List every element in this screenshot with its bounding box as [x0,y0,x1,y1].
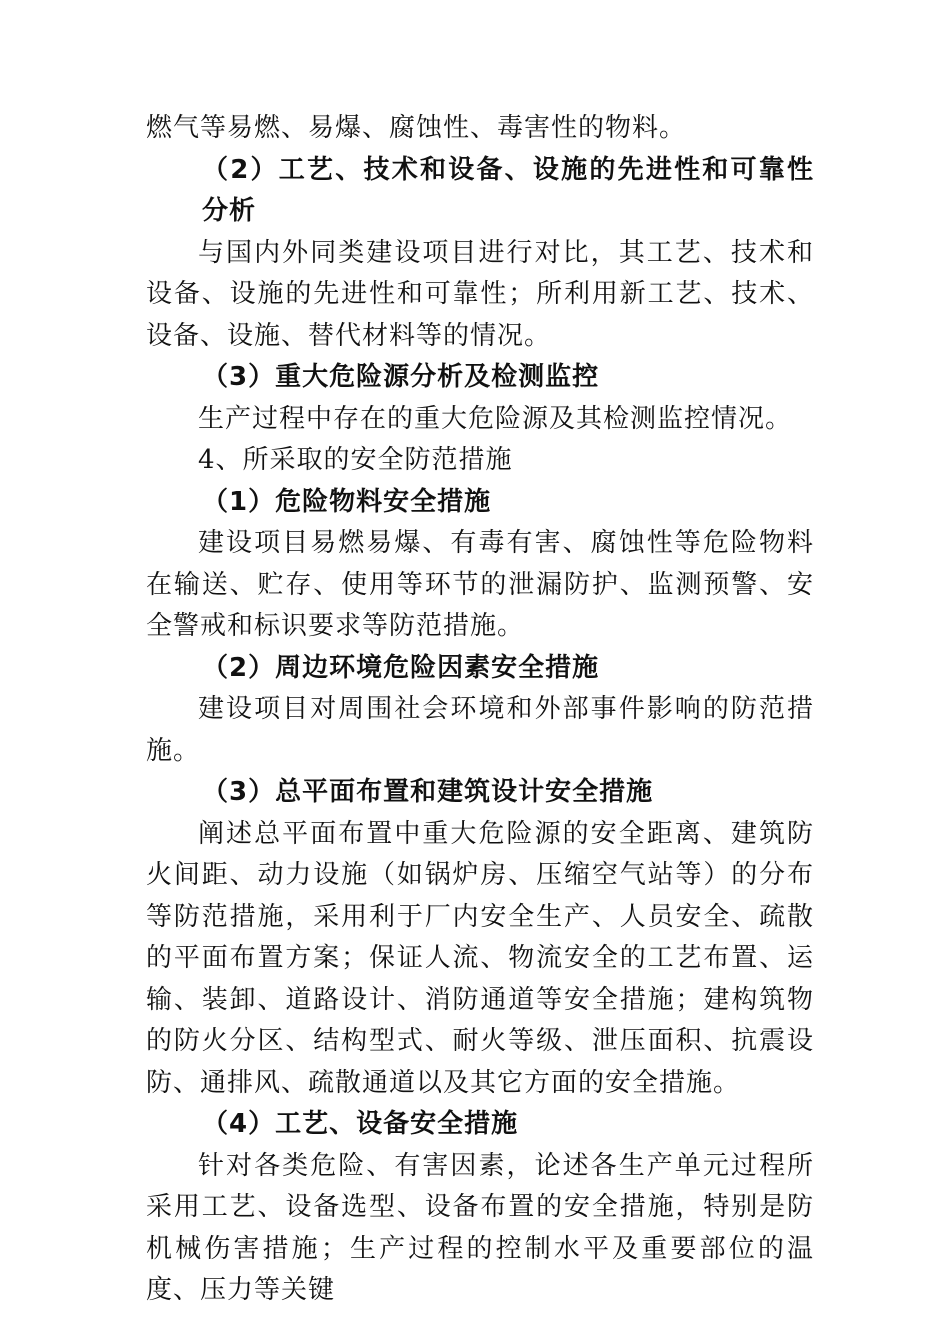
section-heading-hazardous-materials: （1）危险物料安全措施 [202,486,492,517]
numbered-heading-safety-measures: 4、所采取的安全防范措施 [198,445,513,475]
body-paragraph: 生产过程中存在的重大危险源及其检测监控情况。 [198,403,793,434]
section-heading-tech-analysis: （2）工艺、技术和设备、设施的先进性和可靠性分析 [202,154,814,226]
body-paragraph: 阐述总平面布置中重大危险源的安全距离、建筑防火间距、动力设施（如锅炉房、压缩空气站等）的分布等防范措施，采用利于厂内安全生产、人员安全、疏散的平面布置方案；保证人流、物流安全的工艺布置、运输、装卸、道路设计、消防通道等安全措施；建构筑物的防火分区、结构型式、耐火等级、泄压面积、抗震设防、通排风、疏散通道以及其它方面的安全措施。 [146,818,814,1098]
body-paragraph: 建设项目易燃易爆、有毒有害、腐蚀性等危险物料在输送、贮存、使用等环节的泄漏防护、监测预警、安全警戒和标识要求等防范措施。 [146,528,814,641]
body-paragraph: 建设项目对周围社会环境和外部事件影响的防范措施。 [146,694,814,766]
section-heading-process-equipment: （4）工艺、设备安全措施 [202,1109,519,1139]
section-heading-surrounding-environment: （2）周边环境危险因素安全措施 [202,652,600,683]
body-paragraph: 与国内外同类建设项目进行对比，其工艺、技术和设备、设施的先进性和可靠性；所利用新工艺、技术、设备、设施、替代材料等的情况。 [146,237,814,351]
document-body [146,108,814,1312]
body-paragraph-continuation: 燃气等易燃、易爆、腐蚀性、毒害性的物料。 [146,113,687,143]
section-heading-hazard-source: （3）重大危险源分析及检测监控 [202,362,600,392]
body-paragraph: 针对各类危险、有害因素，论述各生产单元过程所采用工艺、设备选型、设备布置的安全措施，特别是防机械伤害措施；生产过程的控制水平及重要部位的温度、压力等关键 [146,1150,814,1305]
section-heading-layout-design: （3）总平面布置和建筑设计安全措施 [202,777,654,807]
